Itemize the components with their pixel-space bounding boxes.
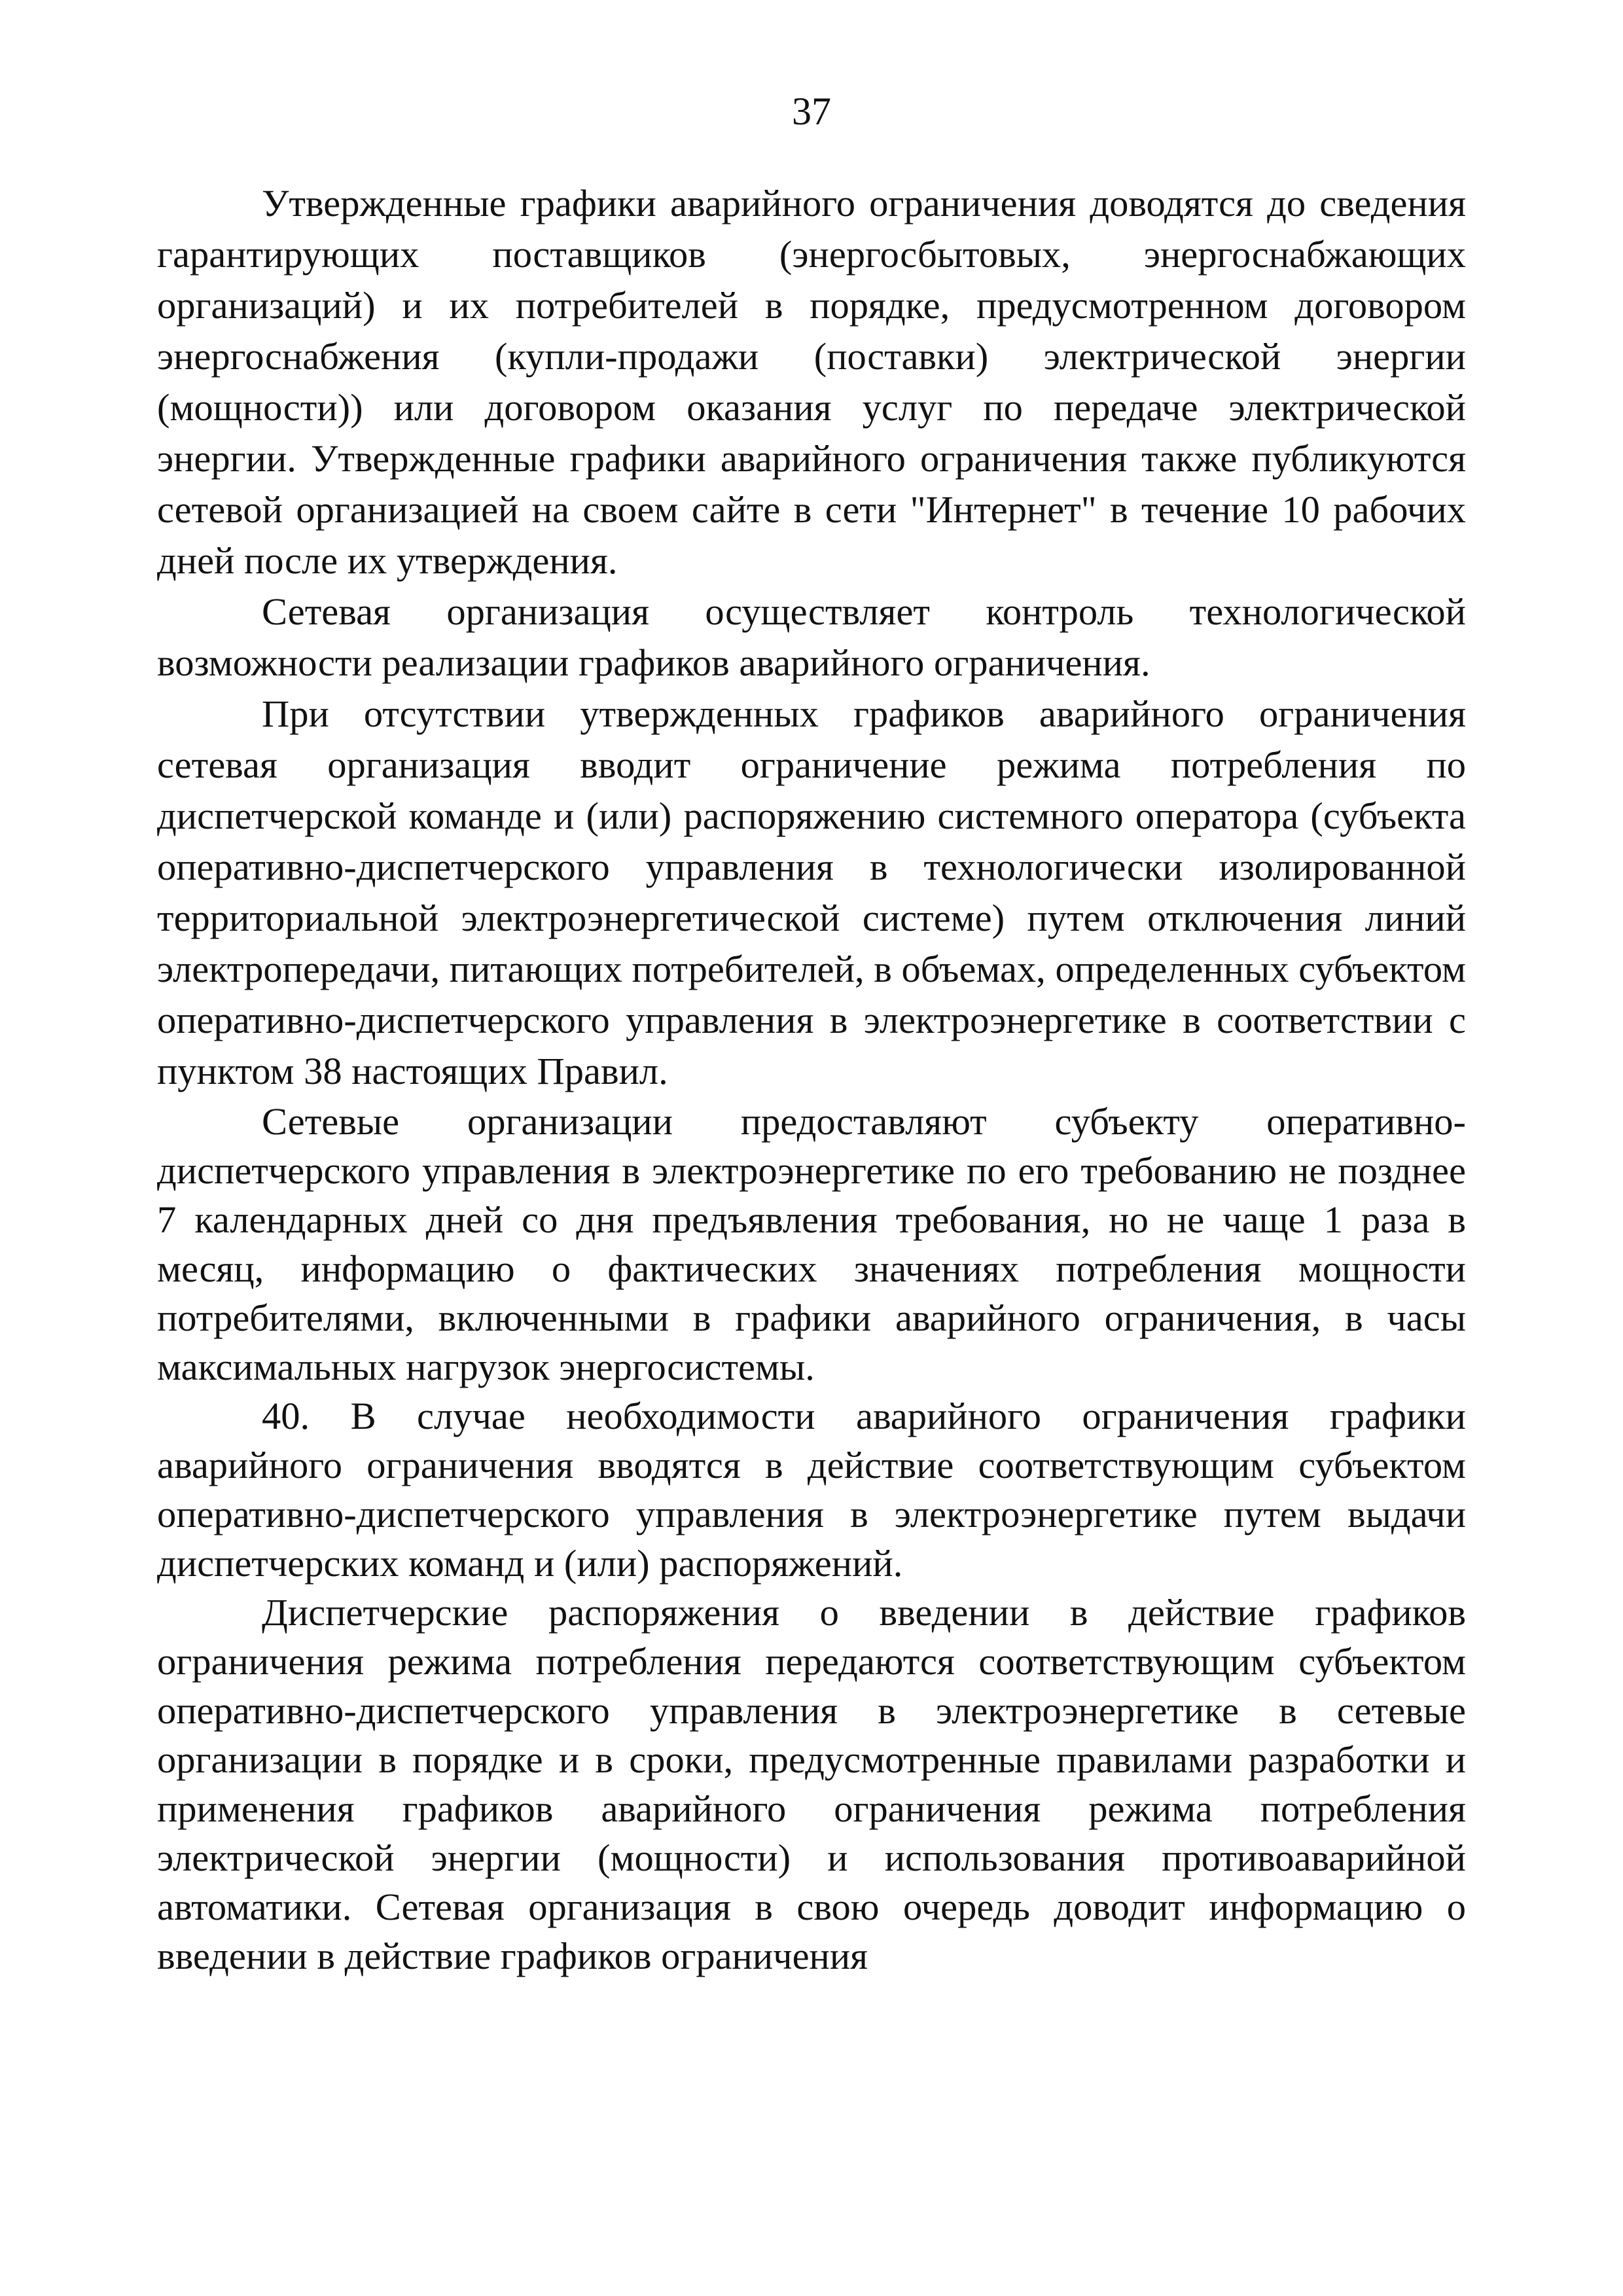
paragraph-network-control: Сетевая организация осуществляет контроль технологической возможности реализации графиков аварийного ограничения.	[157, 590, 1466, 684]
paragraph-approved-schedules: Утвержденные графики аварийного ограничения доводятся до сведения гарантирующих поставщиков (энергосбытовых, энергоснабжающих организаций) и их потребителей в порядке, предусмотренном договором энергоснабжения (купли-продажи (поставки) электрической энергии (мощности)) или договором оказания услуг по передаче электрической энергии. Утвержденные графики аварийного ограничения также публикуются сетевой организацией на своем сайте в сети "Интернет" в течение 10 рабочих дней после их утверждения.	[157, 182, 1466, 582]
paragraph-dispatcher-orders: Диспетчерские распоряжения о введении в действие графиков ограничения режима потребления передаются соответствующим субъектом оперативно-диспетчерского управления в электроэнергетике в сетевые организации в порядке и в сроки, предусмотренные правилами разработки и применения графиков аварийного ограничения режима потребления электрической энергии (мощности) и использования противоаварийной автоматики. Сетевая организация в свою очередь доводит информацию о введении в действие графиков ограничения	[157, 1591, 1466, 1977]
paragraph-clause-40: 40. В случае необходимости аварийного ограничения графики аварийного ограничения вводятся в действие соответствующим субъектом оперативно-диспетчерского управления в электроэнергетике путем выдачи диспетчерских команд и (или) распоряжений.	[157, 1395, 1466, 1585]
paragraph-absence-of-schedules: При отсутствии утвержденных графиков аварийного ограничения сетевая организация вводит ограничение режима потребления по диспетчерской команде и (или) распоряжению системного оператора (субъекта оперативно-диспетчерского управления в технологически изолированной территориальной электроэнергетической системе) путем отключения линий электропередачи, питающих потребителей, в объемах, определенных субъектом оперативно-диспетчерского управления в электроэнергетике в соответствии с пунктом 38 настоящих Правил.	[157, 692, 1466, 1092]
paragraph-network-information: Сетевые организации предоставляют субъекту оперативно-диспетчерского управления в электроэнергетике по его требованию не позднее 7 календарных дней со дня предъявления требования, но не чаще 1 раза в месяц, информацию о фактических значениях потребления мощности потребителями, включенными в графики аварийного ограничения, в часы максимальных нагрузок энергосистемы.	[157, 1100, 1466, 1388]
page-number: 37	[792, 90, 831, 133]
document-body	[157, 178, 1466, 1981]
